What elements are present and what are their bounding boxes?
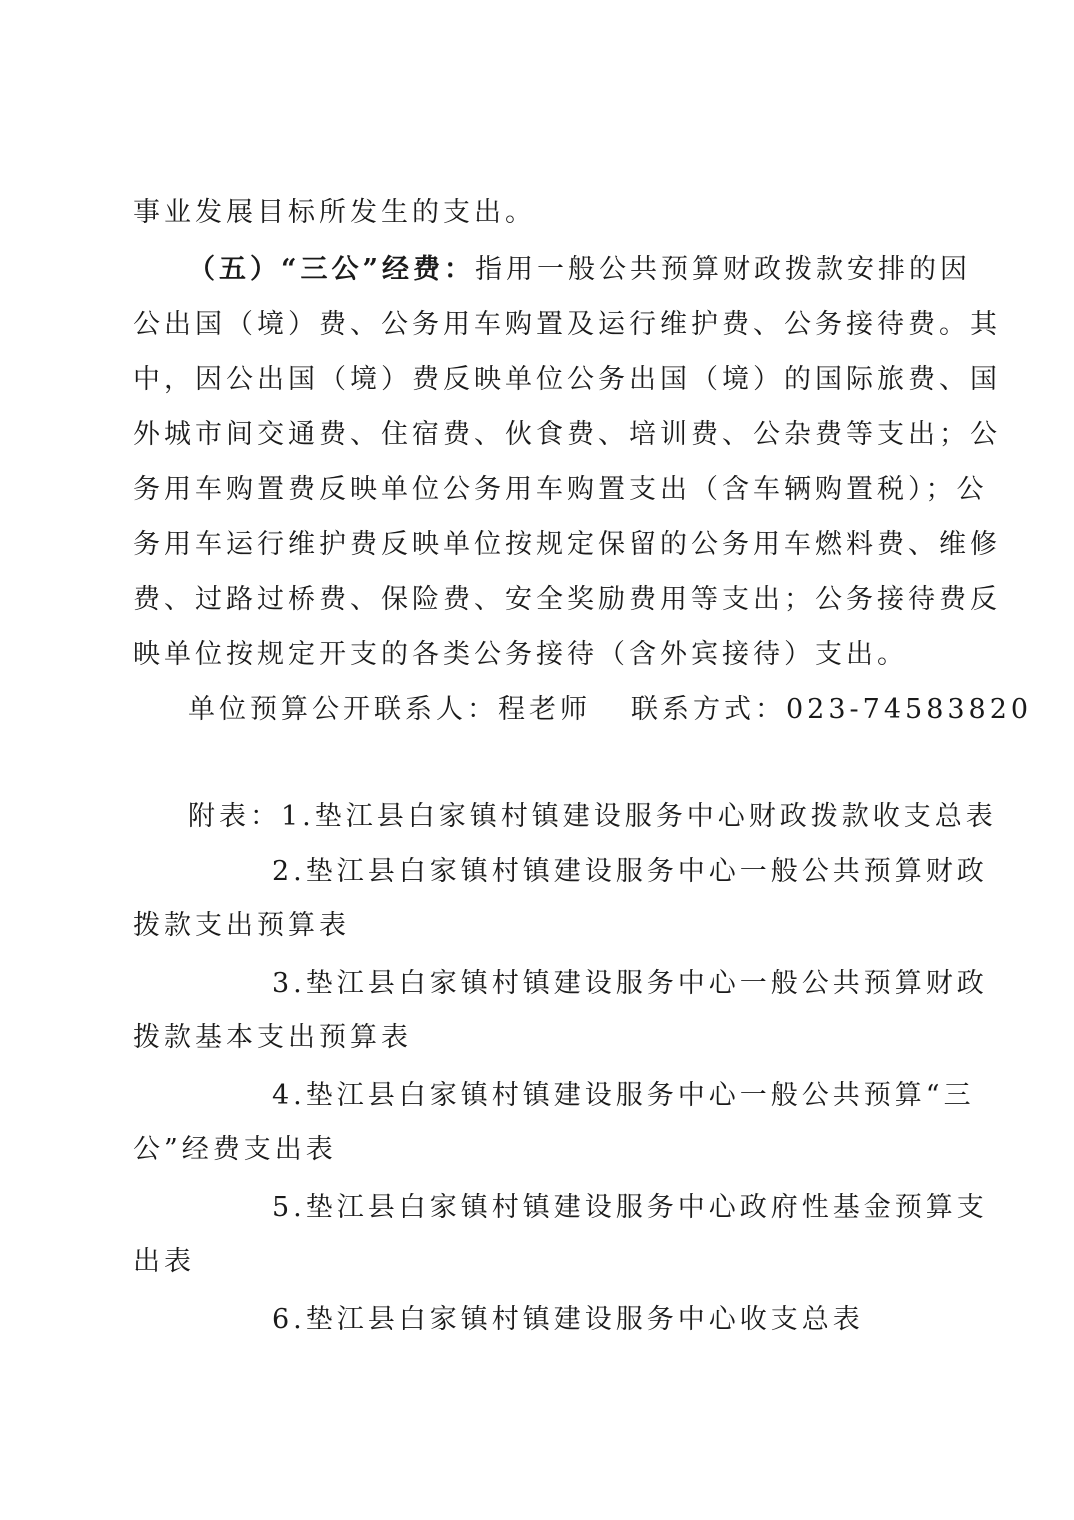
section-five-line: 映单位按规定开支的各类公务接待（含外宾接待）支出。 bbox=[133, 639, 908, 670]
opening-line: 事业发展目标所发生的支出。 bbox=[133, 197, 536, 228]
appendix-item-4-continued: 公”经费支出表 bbox=[133, 1134, 337, 1165]
appendix-item-5: 5.垫江县白家镇村镇建设服务中心政府性基金预算支 bbox=[272, 1192, 988, 1223]
appendix-item-3-continued: 拨款基本支出预算表 bbox=[133, 1022, 412, 1053]
appendix-item-1 bbox=[188, 797, 997, 837]
appendix-item-2-continued: 拨款支出预算表 bbox=[133, 910, 350, 941]
section-five-line: 指用一般公共预算财政拨款安排的因 bbox=[475, 254, 972, 285]
section-five-heading: （五）“三公”经费： bbox=[188, 254, 476, 285]
appendix-item-5-continued: 出表 bbox=[133, 1246, 195, 1277]
appendix-item-3: 3.垫江县白家镇村镇建设服务中心一般公共预算财政 bbox=[272, 968, 988, 999]
section-five-line: 公出国（境）费、公务用车购置及运行维护费、公务接待费。其 bbox=[133, 309, 1001, 340]
contact-line bbox=[188, 690, 1033, 730]
appendix-item-4: 4.垫江县白家镇村镇建设服务中心一般公共预算“三 bbox=[272, 1080, 975, 1111]
section-five-line: 务用车运行维护费反映单位按规定保留的公务用车燃料费、维修 bbox=[133, 529, 1001, 560]
section-five-line: 外城市间交通费、住宿费、伙食费、培训费、公杂费等支出；公 bbox=[133, 419, 1001, 450]
contact-method: 联系方式：023-74583820 bbox=[631, 694, 1033, 725]
appendix-item-2: 2.垫江县白家镇村镇建设服务中心一般公共预算财政 bbox=[272, 856, 988, 887]
section-five-first-line bbox=[188, 250, 972, 290]
section-five-line: 务用车购置费反映单位公务用车购置支出（含车辆购置税）；公 bbox=[133, 474, 988, 505]
section-five-line: 中，因公出国（境）费反映单位公务出国（境）的国际旅费、国 bbox=[133, 364, 1001, 395]
contact-person: 单位预算公开联系人：程老师 bbox=[188, 694, 591, 725]
appendix-item-6: 6.垫江县白家镇村镇建设服务中心收支总表 bbox=[272, 1304, 864, 1335]
appendix-item-text: 1.垫江县白家镇村镇建设服务中心财政拨款收支总表 bbox=[281, 801, 997, 832]
appendix-label: 附表： bbox=[188, 801, 281, 832]
section-five-line: 费、过路过桥费、保险费、安全奖励费用等支出；公务接待费反 bbox=[133, 584, 1001, 615]
